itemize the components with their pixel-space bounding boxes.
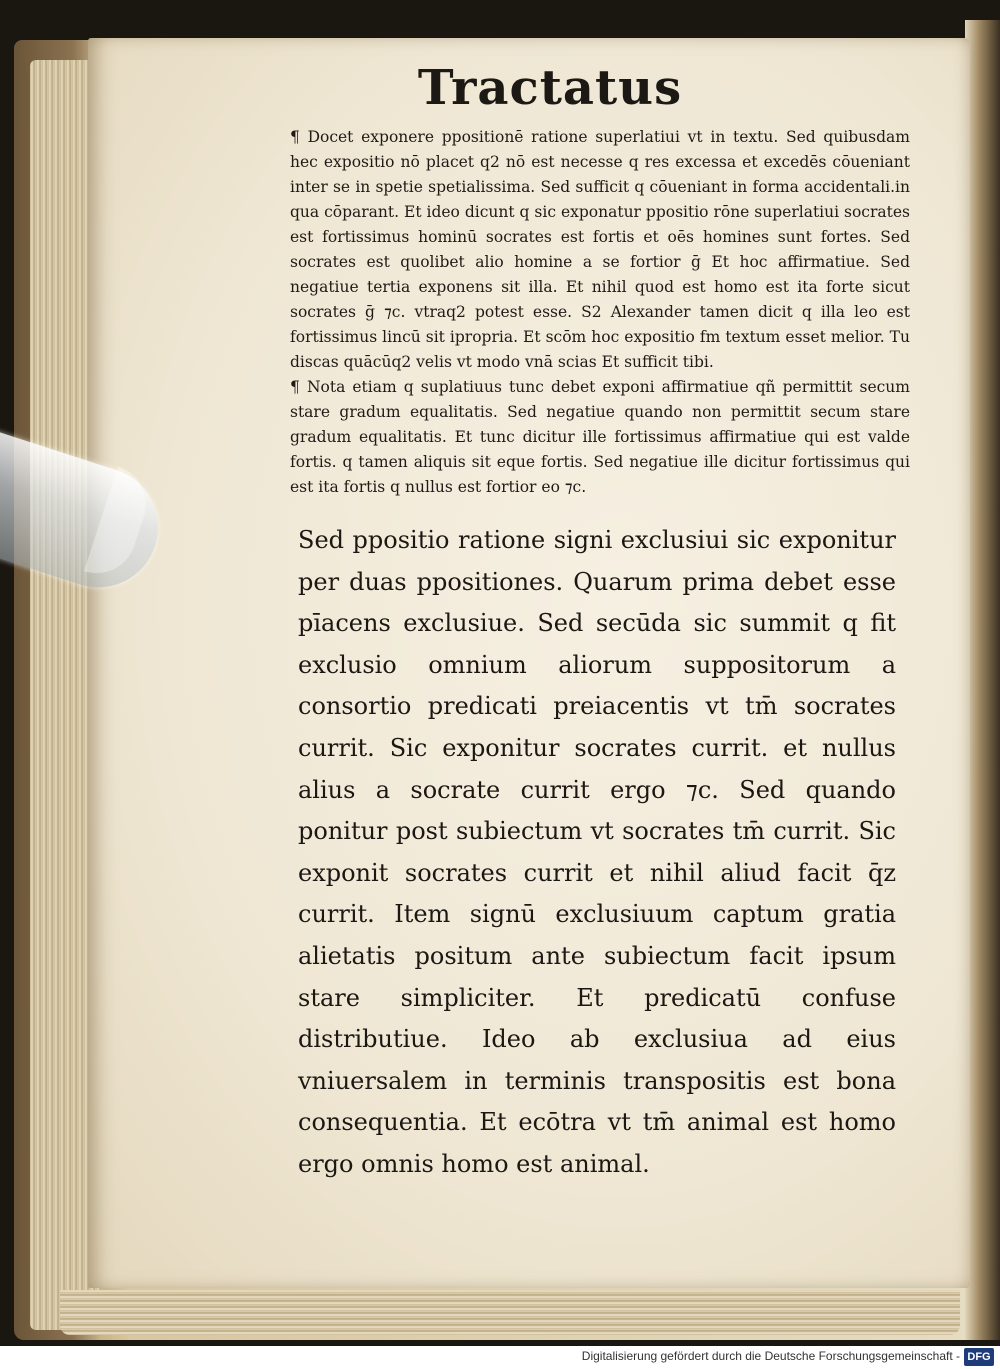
commentary-paragraph-1: ¶ Docet exponere ppositionē ratione superlatiui vt in textu. Sed quibusdam hec expositio nō placet q2 nō est necesse q res excessa et excedēs cōueniant inter se in spetie spetialissima. Sed sufficit q cōueniant in forma accidentali.in qua cōparant. Et ideo dicunt q sic exponatur ppositio rōne superlatiui socrates est fortissimus hominū socrates est fortis et oēs homines sunt fortes. Sed socrates est quolibet alio homine a se fortior ḡ Et hoc affirmatiue. Sed negatiue tertia exponens sit illa. Et nihil quod est homo est ita forte sicut socrates ḡ ⁊c. vtraq2 potest esse. S2 Alexander tamen dicit q illa leo est fortissimus lincū sit ipropria. Et scōm hoc expositio fm textum esset melior. Tu discas quācūq2 velis vt modo vnā scias Et sufficit tibi. <box>290 128 910 371</box>
commentary-paragraph-2: ¶ Nota etiam q suplatiuus tunc debet exponi affirmatiue qñ permittit secum stare gradum equalitatis. Sed negatiue quando non permittit secum stare gradum equalitatis. Et tunc dicitur ille fortissimus affirmatiue qui est valde fortis. q tamen aliquis sit eque fortis. Sed negatiue ille dicitur fortissimus qui est ita fortis q nullus est fortior eo ⁊c. <box>290 378 910 496</box>
dfg-logo-icon: DFG <box>964 1348 994 1366</box>
gutter-shadow <box>965 20 1000 1340</box>
commentary-text <box>290 125 910 500</box>
funding-credit: Digitalisierung gefördert durch die Deutsche Forschungsgemeinschaft - <box>581 1349 960 1363</box>
main-text: Sed ppositio ratione signi exclusiui sic exponitur per duas ppositiones. Quarum prima debet esse pīacens exclusiue. Sed secūda sic summit q fit exclusio omnium aliorum suppositorum a consortio predicati preiacentis vt tm̄ socrates currit. Sic exponitur socrates currit. et nullus alius a socrate currit ergo ⁊c. Sed quando ponitur post subiectum vt socrates tm̄ currit. Sic exponit socrates currit et nihil aliud facit q̄z currit. Item signū exclusiuum captum gratia alietatis positum ante subiectum facit ipsum stare simpliciter. Et predicatū confuse distributiue. Ideo ab exclusiua ad eius vniuersalem in terminis transpositis est bona consequentia. Et ecōtra vt tm̄ animal est homo ergo omnis homo est animal. <box>298 526 896 1178</box>
page-title: Tractatus <box>417 60 683 116</box>
page-stack-bottom <box>60 1290 960 1335</box>
footer-bar <box>0 1346 1000 1369</box>
